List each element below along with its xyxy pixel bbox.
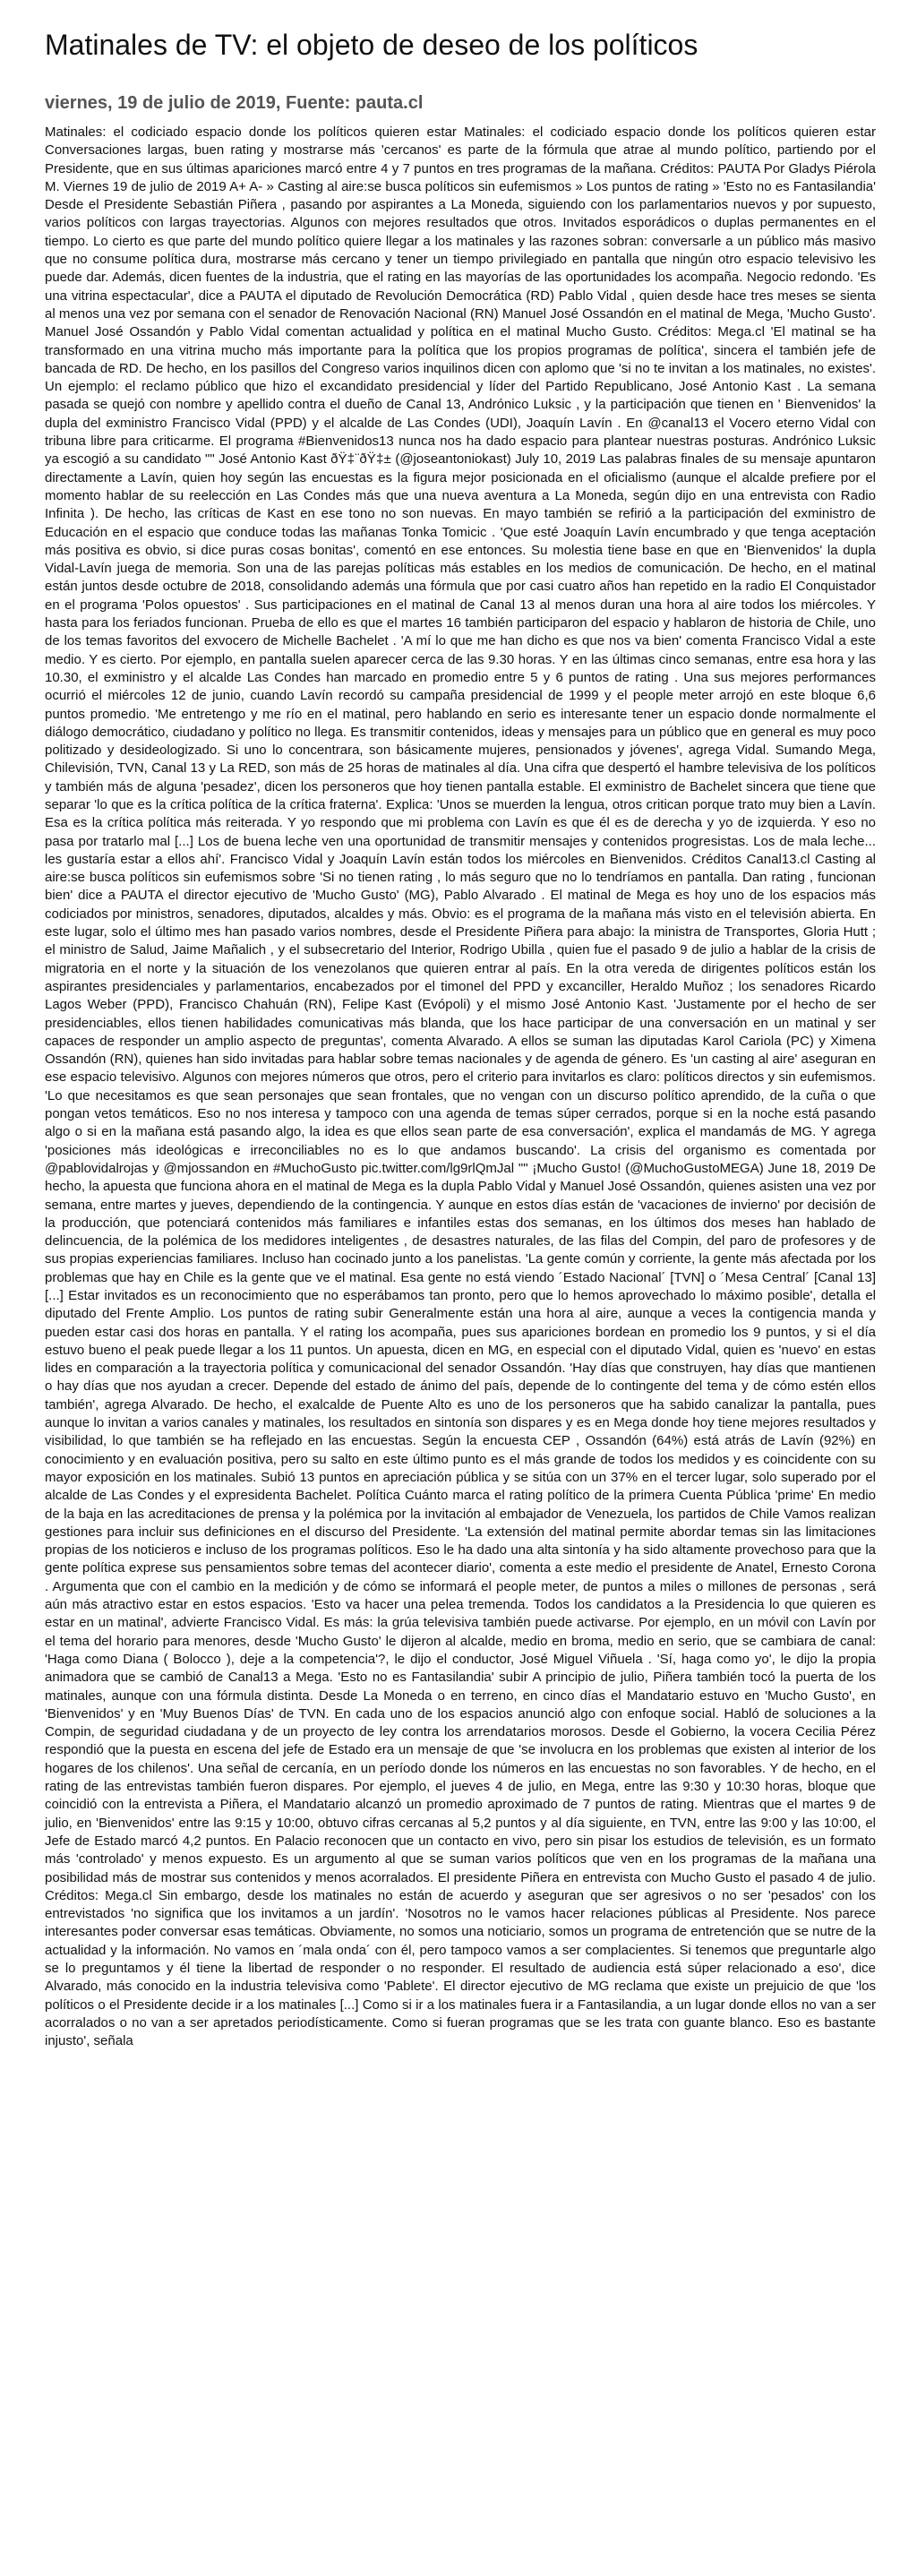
article-date-source: viernes, 19 de julio de 2019, Fuente: pauta.cl bbox=[45, 93, 424, 113]
article-title: Matinales de TV: el objeto de deseo de los políticos bbox=[45, 29, 698, 61]
article-body: Matinales: el codiciado espacio donde los políticos quieren estar Matinales: el codiciado espacio donde los políticos quieren estar Conversaciones largas, buen rating y mostrarse más 'cercanos' es parte de la fórmula que atrae al mundo político, partiendo por el Presidente, que en sus últimas apariciones marcó entre 4 y 7 puntos en tres programas de la mañana. Créditos: PAUTA Por Gladys Piérola M. Viernes 19 de julio de 2019 A+ A- » Casting al aire:se busca políticos sin eufemismos » Los puntos de rating » 'Esto no es Fantasilandia' Desde el Presidente Sebastián Piñera , pasando por aspirantes a La Moneda, siguiendo con los parlamentarios nuevos y por supuesto, varios políticos con largas trayectorias. Algunos con mejores resultados que otros. Invitados esporádicos o duplas permanentes en el tiempo. Lo cierto es que parte del mundo político quiere llegar a los matinales y las razones sobran: conversarle a un público más masivo que no consume política dura, mostrarse más cercano y tener un tiempo privilegiado en pantalla que ningún otro espacio televisivo les puede dar. Además, dicen fuentes de la industria, que el rating en las mayorías de las oportunidades los acompaña. Negocio redondo. 'Es una vitrina espectacular', dice a PAUTA el diputado de Revolución Democrática (RD) Pablo Vidal , quien desde hace tres meses se sienta al menos una vez por semana con el senador de Renovación Nacional (RN) Manuel José Ossandón en el matinal de Mega, 'Mucho Gusto'. Manuel José Ossandón y Pablo Vidal comentan actualidad y política en el matinal Mucho Gusto. Créditos: Mega.cl 'El matinal se ha transformado en una vitrina mucho más importante para la política que los propios programas de política', sincera el también jefe de bancada de RD. De hecho, en los pasillos del Congreso varios inquilinos dicen con aplomo que 'si no te invitan a los matinales, no existes'. Un ejemplo: el reclamo público que hizo el excandidato presidencial y líder del Partido Republicano, José Antonio Kast . La semana pasada se quejó con nombre y apellido contra el dueño de Canal 13, Andrónico Luksic , y la participación que tienen en ' Bienvenidos' la dupla del exministro Francisco Vidal (PPD) y el alcalde de Las Condes (UDI), Joaquín Lavín . En @canal13 el Vocero eterno Vidal con tribuna libre para criticarme. El programa #Bienvenidos13 nunca nos ha dado espacio para plantear nuestras posturas. Andrónico Luksic ya escogió a su candidato "" José Antonio Kast ðŸ‡¨ðŸ‡± (@joseantoniokast) July 10, 2019 Las palabras finales de su mensaje apuntaron directamente a Lavín, quien hoy según las encuestas es la figura mejor posicionada en el oficialismo (aunque el alcalde prefiere por el momento hablar de su reelección en Las Condes más que una nueva aventura a La Moneda, según dijo en una entrevista con Radio Infinita ). De hecho, las críticas de Kast en ese tono no son nuevas. En mayo también se refirió a la participación del exministro de Educación en el espacio que conduce todas las mañanas Tonka Tomicic . 'Que esté Joaquín Lavín encumbrado y que tenga aceptación más positiva es obvio, si dice puras cosas bonitas', comentó en ese entonces. Su molestia tiene base en que en 'Bienvenidos' la dupla Vidal-Lavín juega de memoria. Son una de las parejas políticas más estables en los medios de comunicación. De hecho, en el matinal están juntos desde octubre de 2018, consolidando además una fórmula que por casi cuatro años han repetido en la radio El Conquistador en el programa 'Polos opuestos' . Sus participaciones en el matinal de Canal 13 al menos duran una hora al aire todos los miércoles. Y hasta para los feriados funcionan. Prueba de ello es que el martes 16 también participaron del espacio y hablaron de historia de Chile, uno de los temas favoritos del exvocero de Michelle Bachelet . 'A mí lo que me han dicho es que nos va bien' comenta Francisco Vidal a este medio. Y es cierto. Por ejemplo, en pantalla suelen aparecer cerca de las 9.30 horas. Y en las últimas cinco semanas, entre esa hora y las 10.30, el exministro y el alcalde Las Condes han marcado en promedio entre 5 y 6 puntos de rating . Una sus mejores performances ocurrió el miércoles 12 de junio, cuando Lavín recordó su campaña presidencial de 1999 y el people meter arrojó en este bloque 6,6 puntos promedio. 'Me entretengo y me río en el matinal, pero hablando en serio es interesante tener un espacio donde normalmente el diálogo democrático, ciudadano y político no llega. Es transmitir contenidos, ideas y mensajes para un público que en general es muy poco politizado y desideologizado. Si uno lo concentrara, son básicamente mujeres, pensionados y jóvenes', agrega Vidal. Sumando Mega, Chilevisión, TVN, Canal 13 y La RED, son más de 25 horas de matinales al día. Una cifra que despertó el hambre televisiva de los políticos y también más de alguna 'pesadez', dicen los personeros que hoy tienen pantalla estable. El exministro de Bachelet sincera que tiene que separar 'lo que es la crítica política de la crítica fraterna'. Explica: 'Unos se muerden la lengua, otros critican porque trato muy bien a Lavín. Esa es la crítica política más reiterada. Y yo respondo que mi problema con Lavín es que él es de derecha y yo de izquierda. Y eso no pasa por tratarlo mal [...] Los de buena leche ven una oportunidad de transmitir mensajes y contenidos progresistas. Los de mala leche... les gustaría estar a ellos ahí'. Francisco Vidal y Joaquín Lavín están todos los miércoles en Bienvenidos. Créditos Canal13.cl Casting al aire:se busca políticos sin eufemismos sobre 'Si no tienen rating , lo más seguro que no lo tendríamos en pantalla. Dan rating , funcionan bien' dice a PAUTA el director ejecutivo de 'Mucho Gusto' (MG), Pablo Alvarado . El matinal de Mega es hoy uno de los espacios más codiciados por ministros, senadores, diputados, alcaldes y más. Obvio: es el programa de la mañana más visto en el televisión abierta. En este lugar, solo el último mes han pasado varios nombres, desde el Presidente Piñera para abajo: la ministra de Transportes, Gloria Hutt ; el ministro de Salud, Jaime Mañalich , y el subsecretario del Interior, Rodrigo Ubilla , quien fue el pasado 9 de julio a hablar de la crisis de migratoria en el norte y la situación de los venezolanos que quieren entrar al país. En la otra vereda de dirigentes políticos están los aspirantes presidenciales y parlamentarios, encabezados por el timonel del PPD y excanciller, Heraldo Muñoz ; los senadores Ricardo Lagos Weber (PPD), Francisco Chahuán (RN), Felipe Kast (Evópoli) y el mismo José Antonio Kast. 'Justamente por el hecho de ser presidenciables, ellos tienen habilidades comunicativas más blanda, que los hace participar de una conversación en un matinal y ser capaces de responder un amplio aspecto de preguntas', comenta Alvarado. A ellos se suman las diputadas Karol Cariola (PC) y Ximena Ossandón (RN), quienes han sido invitadas para hablar sobre temas nacionales y de agenda de género. Es 'un casting al aire' aseguran en ese espacio televisivo. Algunos con mejores números que otros, pero el criterio para invitarlos es claro: políticos directos y sin eufemismos. 'Lo que necesitamos es que sean personajes que sean frontales, que no vengan con un discurso político aprendido, de la cuña o que pongan vetos temáticos. Eso no nos interesa y tampoco con una agenda de temas súper cerrados, porque si en la noche está pasando algo o si en la mañana está pasando algo, la idea es que ellos sean parte de esa conversación', explica el mandamás de MG. Y agrega 'posiciones más ideológicas e irreconciliables no es lo que andamos buscando'. La crisis del organismo es comentada por @pablovidalrojas y @mjossandon en #MuchoGusto pic.twitter.com/lg9rlQmJal "" ¡Mucho Gusto! (@MuchoGustoMEGA) June 18, 2019 De hecho, la apuesta que funciona ahora en el matinal de Mega es la dupla Pablo Vidal y Manuel José Ossandón, quienes asisten una vez por semana, entre martes y jueves, dependiendo de la contingencia. Y aunque en estos días están de 'vacaciones de invierno' por decisión de la producción, que potenciará contenidos más familiares e infantiles estas dos semanas, en los últimos dos meses han hablado de delincuencia, de la polémica de los medidores inteligentes , de desastres naturales, de las filas del Compin, del paro de profesores y de sus propias experiencias familiares. Incluso han cocinado junto a los panelistas. 'La gente común y corriente, la gente más afectada por los problemas que hay en Chile es la gente que ve el matinal. Esa gente no está viendo ´Estado Nacional´ [TVN] o ´Mesa Central´ [Canal 13] [...] Estar invitados es un reconocimiento que no esperábamos tan pronto, pero que lo hemos aprovechado lo máximo posible', detalla el diputado del Frente Amplio. Los puntos de rating subir Generalmente están una hora al aire, aunque a veces la contigencia manda y pueden estar casi dos horas en pantalla. Y el rating los acompaña, pues sus apariciones bordean en promedio los 9 puntos, y si el día estuvo bueno el peak puede llegar a los 11 puntos. Un apuesta, dicen en MG, en especial con el diputado Vidal, quien es 'nuevo' en estas lides en comparación a la trayectoria política y comunicacional del senador Ossandón. 'Hay días que construyen, hay días que mantienen o hay días que nos ayudan a crecer. Depende del estado de ánimo del país, depende de lo contingente del tema y de cómo estén ellos también', agrega Alvarado. De hecho, el exalcalde de Puente Alto es uno de los personeros que ha sabido canalizar la pantalla, pues aunque lo invitan a varios canales y matinales, los resultados en sintonía son dispares y es en Mega donde hoy tiene mejores resultados y visibilidad, lo que también se ha reflejado en las encuestas. Según la encuesta CEP , Ossandón (64%) está atrás de Lavín (92%) en conocimiento y en evaluación positiva, pero su salto en este último punto es el más grande de todos los medidos y es coincidente con su mayor exposición en los matinales. Subió 13 puntos en apreciación pública y se sitúa con un 37% en el tercer lugar, solo superado por el alcalde de Las Condes y el expresidenta Bachelet. Política Cuánto marca el rating político de la primera Cuenta Pública 'prime' En medio de la baja en las acreditaciones de prensa y la polémica por la invitación al embajador de Venezuela, los partidos de Chile Vamos realizan gestiones para incluir sus definiciones en el discurso del Presidente. 'La extensión del matinal permite abordar temas sin las limitaciones propias de los noticieros e incluso de los programas políticos. Eso le ha dado una alta sintonía y ha sido altamente provechoso para que la gente política exprese sus pensamientos sobre temas del acontecer diario', comenta a este medio el presidente de Anatel, Ernesto Corona . Argumenta que con el cambio en la medición y de cómo se informará el people meter, de puntos a miles o millones de personas , será aún más atractivo estar en estos espacios. 'Esto va hacer una pelea tremenda. Todos los candidatos a la Presidencia lo que quieren es estar en un matinal', advierte Francisco Vidal. Es más: la grúa televisiva también puede activarse. Por ejemplo, en un móvil con Lavín por el tema del horario para menores, desde 'Mucho Gusto' le dijeron al alcalde, medio en broma, medio en serio, que se cambiara de canal: 'Haga como Diana ( Bolocco ), deje a la competencia'?, le dijo el conductor, José Miguel Viñuela . 'Sí, haga como yo', le dijo la propia animadora que se cambió de Canal13 a Mega. 'Esto no es Fantasilandia' subir A principio de julio, Piñera también tocó la puerta de los matinales, aunque con una fórmula distinta. Desde La Moneda o en terreno, en cinco días el Mandatario estuvo en 'Mucho Gusto', en 'Bienvenidos' y en 'Muy Buenos Días' de TVN. En cada uno de los espacios anunció algo con enfoque social. Habló de soluciones a la Compin, de seguridad ciudadana y de un proyecto de ley contra los arrendatarios morosos. Desde el Gobierno, la vocera Cecilia Pérez respondió que la puesta en escena del jefe de Estado era un mensaje de que 'se involucra en los problemas que existen al interior de los hogares de los chilenos'. Una señal de cercanía, en un período donde los números en las encuestas no son favorables. Y de hecho, en el rating de las entrevistas también fueron dispares. Por ejemplo, el jueves 4 de julio, en Mega, entre las 9:30 y 10:30 horas, bloque que coincidió con la entrevista a Piñera, el Mandatario alcanzó un promedio aproximado de 7 puntos de rating. Mientras que el martes 9 de julio, en 'Bienvenidos' entre las 9:15 y 10:00, obtuvo cifras cercanas al 5,2 puntos y al día siguiente, en TVN, entre las 9:00 y las 10:00, el Jefe de Estado marcó 4,2 puntos. En Palacio reconocen que un contacto en vivo, pero sin pisar los estudios de televisión, es un formato más 'controlado' y menos expuesto. Es un argumento al que se suman varios políticos que ven en los programas de la mañana una posibilidad más de mostrar sus contenidos y menos acorralados. El presidente Piñera en entrevista con Mucho Gusto el pasado 4 de julio. Créditos: Mega.cl Sin embargo, desde los matinales no están de acuerdo y aseguran que ser agresivos o no ser 'pesados' con los entrevistados 'no significa que los invitamos a un jardín'. 'Nosotros no le vamos hacer relaciones públicas al Presidente. Nos parece interesantes poder conversar esas temáticas. Obviamente, no somos una noticiario, somos un programa de entretención que se nutre de la actualidad y la información. No vamos en ´mala onda´ con él, pero tampoco vamos a ser complacientes. Si tenemos que preguntarle algo se lo preguntamos y él tiene la libertad de responder o no responder. El resultado de audiencia está súper relacionado a eso', dice Alvarado, más conocido en la industria televisiva como 'Pablete'. El director ejecutivo de MG reclama que existe un prejuicio de que 'los políticos o el Presidente decide ir a los matinales [...] Como si ir a los matinales fuera ir a Fantasilandia, a un lugar donde ellos no van a ser acorralados o no van a ser apretados periodísticamente. Como si fueran programas que se les trata con guante blanco. Eso es bastante injusto', señala bbox=[45, 125, 877, 2049]
